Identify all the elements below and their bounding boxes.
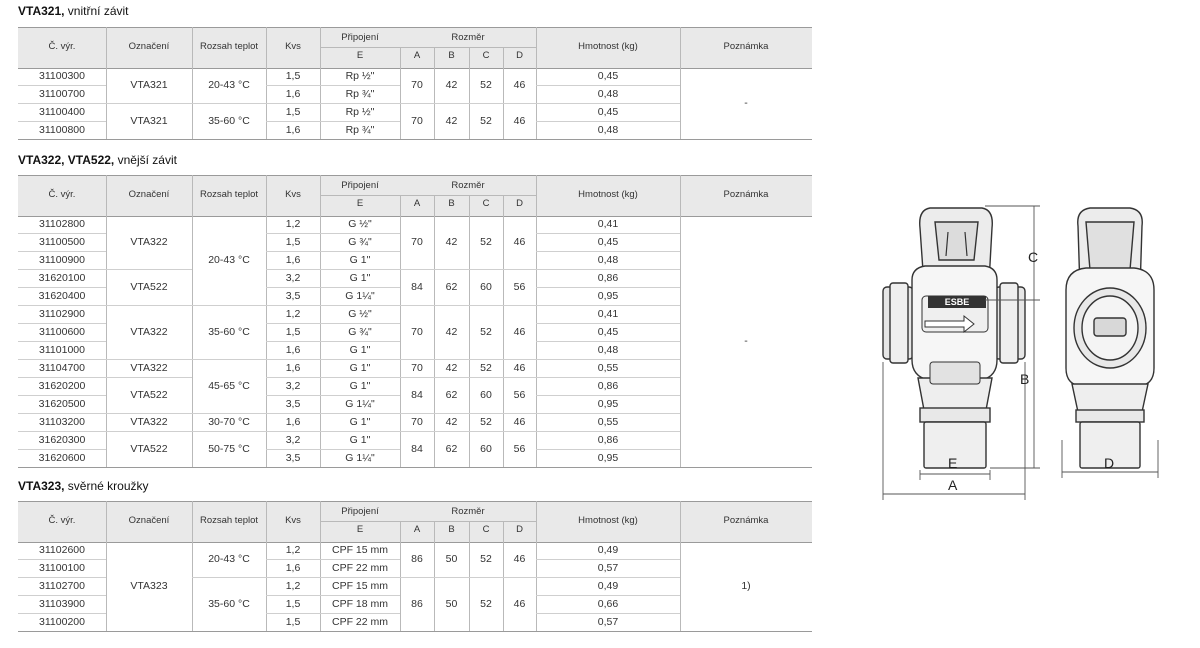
header-pripojeni: Připojení <box>341 32 379 43</box>
dim-a: 86 <box>411 598 423 610</box>
dim-a: 70 <box>411 326 423 338</box>
kvs-value: 3,5 <box>285 398 301 410</box>
kvs-value: 1,6 <box>285 562 301 574</box>
model-name: VTA322 <box>130 236 168 248</box>
model-name: VTA522 <box>130 281 168 293</box>
header-oznaceni: Označení <box>128 41 170 52</box>
header-kvs: Kvs <box>285 41 301 52</box>
dim-label-e: E <box>948 455 958 471</box>
weight: 0,45 <box>597 106 619 118</box>
kvs-value: 1,5 <box>285 236 301 248</box>
connection: CPF 15 mm <box>331 544 388 556</box>
kvs-value: 3,5 <box>285 452 301 464</box>
temp-range: 35-60 °C <box>208 598 250 610</box>
weight: 0,48 <box>597 254 619 266</box>
header-cislo: Č. výr. <box>48 41 76 52</box>
dim-a: 84 <box>411 389 423 401</box>
connection: CPF 22 mm <box>331 616 388 628</box>
header-oznaceni: Označení <box>128 189 170 200</box>
header-c: C <box>482 50 490 61</box>
header-poznamka: Poznámka <box>723 515 769 526</box>
valve-front-view <box>883 208 1025 468</box>
kvs-value: 1,6 <box>285 254 301 266</box>
item-number: 31620200 <box>38 380 86 392</box>
model-name: VTA323 <box>130 580 168 592</box>
weight: 0,86 <box>597 272 619 284</box>
connection: Rp ¾" <box>345 124 375 136</box>
dim-a: 70 <box>411 79 423 91</box>
valve-side-view <box>1066 208 1154 468</box>
temp-range: 20-43 °C <box>208 553 250 565</box>
kvs-value: 1,6 <box>285 88 301 100</box>
dim-d: 46 <box>513 362 526 374</box>
connection: G 1" <box>349 416 371 428</box>
header-pripojeni: Připojení <box>341 506 379 517</box>
weight: 0,57 <box>597 562 619 574</box>
header-c: C <box>482 198 490 209</box>
dim-c: 60 <box>480 389 492 401</box>
item-number: 31103200 <box>39 416 85 428</box>
temp-range: 20-43 °C <box>208 79 250 91</box>
weight: 0,95 <box>597 398 619 410</box>
dim-a: 84 <box>411 281 423 293</box>
connection: G 1" <box>349 434 371 446</box>
dim-c: 52 <box>480 79 492 91</box>
model-name: VTA322 <box>130 362 168 374</box>
dim-d: 46 <box>513 416 526 428</box>
dim-d: 46 <box>513 236 526 248</box>
kvs-value: 1,6 <box>285 124 301 136</box>
dim-d: 56 <box>513 281 526 293</box>
weight: 0,41 <box>597 308 619 320</box>
weight: 0,55 <box>597 362 619 374</box>
dim-b: 62 <box>445 281 458 293</box>
dim-b: 42 <box>445 416 458 428</box>
header-rozsah: Rozsah teplot <box>199 41 259 52</box>
connection: G 1" <box>349 272 371 284</box>
model-name: VTA522 <box>130 443 168 455</box>
model-name: VTA322 <box>130 416 168 428</box>
connection: G 1" <box>349 254 371 266</box>
item-number: 31100300 <box>39 70 85 82</box>
dim-d: 46 <box>513 553 526 565</box>
header-hmotnost: Hmotnost (kg) <box>578 189 638 200</box>
kvs-value: 1,5 <box>285 598 301 610</box>
kvs-value: 3,5 <box>285 290 301 302</box>
section-title-desc: vnější závit <box>114 153 177 167</box>
weight: 0,55 <box>597 416 619 428</box>
item-number: 31102600 <box>39 544 85 556</box>
model-name: VTA522 <box>130 389 168 401</box>
model-name: VTA321 <box>130 79 168 91</box>
temp-range: 50-75 °C <box>208 443 250 455</box>
header-d: D <box>516 524 523 535</box>
connection: CPF 22 mm <box>331 562 388 574</box>
temp-range: 35-60 °C <box>208 115 250 127</box>
dim-a: 70 <box>411 362 423 374</box>
dim-b: 42 <box>445 326 458 338</box>
weight: 0,48 <box>597 344 619 356</box>
kvs-value: 1,6 <box>285 344 301 356</box>
kvs-value: 1,2 <box>285 308 301 320</box>
dim-b: 62 <box>445 389 458 401</box>
note: - <box>744 335 748 347</box>
item-number: 31102700 <box>39 580 85 592</box>
item-number: 31100600 <box>39 326 85 338</box>
note: - <box>744 97 748 109</box>
item-number: 31620500 <box>38 398 86 410</box>
temp-range: 30-70 °C <box>208 416 250 428</box>
connection: G 1¼" <box>345 452 375 464</box>
temp-range: 45-65 °C <box>208 380 250 392</box>
item-number: 31620100 <box>38 272 86 284</box>
kvs-value: 1,2 <box>285 218 301 230</box>
weight: 0,45 <box>597 236 619 248</box>
weight: 0,95 <box>597 290 619 302</box>
connection: G ¾" <box>348 236 372 248</box>
model-name: VTA321 <box>130 115 168 127</box>
item-number: 31100100 <box>39 562 85 574</box>
section-title-model: VTA323, <box>18 479 65 493</box>
header-a: A <box>413 524 421 535</box>
kvs-value: 1,5 <box>285 326 301 338</box>
header-c: C <box>482 524 490 535</box>
kvs-value: 1,2 <box>285 580 301 592</box>
dim-a: 70 <box>411 236 423 248</box>
temp-range: 20-43 °C <box>208 254 250 266</box>
item-number: 31100700 <box>39 88 85 100</box>
dim-d: 56 <box>513 389 526 401</box>
header-hmotnost: Hmotnost (kg) <box>578 515 638 526</box>
connection: Rp ½" <box>345 106 375 118</box>
weight: 0,41 <box>597 218 619 230</box>
item-number: 31100200 <box>39 616 85 628</box>
item-number: 31102800 <box>39 218 85 230</box>
weight: 0,95 <box>597 452 619 464</box>
dim-a: 86 <box>411 553 423 565</box>
connection: CPF 15 mm <box>331 580 388 592</box>
dim-d: 46 <box>513 115 526 127</box>
item-number: 31104700 <box>39 362 85 374</box>
note: 1) <box>741 580 751 592</box>
model-name: VTA322 <box>130 326 168 338</box>
dim-d: 56 <box>513 443 526 455</box>
dim-c: 52 <box>480 416 492 428</box>
section-title-desc: svěrné kroužky <box>64 479 149 493</box>
connection: G 1" <box>349 380 371 392</box>
header-pripojeni: Připojení <box>341 180 379 191</box>
dim-d: 46 <box>513 326 526 338</box>
weight: 0,45 <box>597 70 619 82</box>
connection: G ½" <box>348 308 372 320</box>
connection: G 1" <box>349 362 371 374</box>
connection: Rp ¾" <box>345 88 375 100</box>
kvs-value: 1,5 <box>285 106 301 118</box>
dim-b: 42 <box>445 362 458 374</box>
header-a: A <box>413 50 421 61</box>
kvs-value: 3,2 <box>285 434 301 446</box>
item-number: 31102900 <box>39 308 85 320</box>
section-title-model: VTA322, VTA522, <box>18 153 115 167</box>
weight: 0,66 <box>597 598 619 610</box>
header-rozmer: Rozměr <box>451 506 485 517</box>
dim-b: 50 <box>445 553 458 565</box>
connection: G 1" <box>349 344 371 356</box>
dim-b: 42 <box>445 79 458 91</box>
temp-range: 35-60 °C <box>208 326 250 338</box>
dim-d: 46 <box>513 79 526 91</box>
header-oznaceni: Označení <box>128 515 170 526</box>
weight: 0,86 <box>597 434 619 446</box>
header-rozsah: Rozsah teplot <box>199 515 259 526</box>
kvs-value: 1,5 <box>285 616 301 628</box>
weight: 0,49 <box>597 544 619 556</box>
dim-b: 62 <box>445 443 458 455</box>
weight: 0,57 <box>597 616 619 628</box>
dim-c: 60 <box>480 443 492 455</box>
item-number: 31100500 <box>39 236 85 248</box>
dim-c: 60 <box>480 281 492 293</box>
dim-b: 42 <box>445 115 458 127</box>
header-cislo: Č. výr. <box>48 189 76 200</box>
valve-logo: ESBE <box>944 297 970 307</box>
dim-b: 42 <box>445 236 458 248</box>
header-rozmer: Rozměr <box>451 180 485 191</box>
weight: 0,86 <box>597 380 619 392</box>
connection: CPF 18 mm <box>331 598 388 610</box>
header-d: D <box>516 50 523 61</box>
header-pripojeni_sub: E <box>356 50 364 61</box>
header-d: D <box>516 198 523 209</box>
header-kvs: Kvs <box>285 189 301 200</box>
item-number: 31620400 <box>38 290 86 302</box>
header-a: A <box>413 198 421 209</box>
item-number: 31100900 <box>39 254 85 266</box>
dim-c: 52 <box>480 553 492 565</box>
dim-c: 52 <box>480 362 492 374</box>
weight: 0,49 <box>597 580 619 592</box>
header-pripojeni_sub: E <box>356 198 364 209</box>
dim-label-d: D <box>1104 455 1115 471</box>
item-number: 31103900 <box>39 598 85 610</box>
kvs-value: 3,2 <box>285 380 301 392</box>
dim-c: 52 <box>480 326 492 338</box>
connection: G 1¼" <box>345 398 375 410</box>
section-title-desc: vnitřní závit <box>64 4 129 18</box>
kvs-value: 1,5 <box>285 70 301 82</box>
dim-label-c: C <box>1028 249 1039 265</box>
header-b: B <box>448 50 455 61</box>
header-pripojeni_sub: E <box>356 524 364 535</box>
kvs-value: 1,2 <box>285 544 301 556</box>
connection: G ¾" <box>348 326 372 338</box>
item-number: 31620300 <box>38 434 86 446</box>
kvs-value: 1,6 <box>285 362 301 374</box>
dim-a: 70 <box>411 115 423 127</box>
dim-a: 70 <box>411 416 423 428</box>
dim-b: 50 <box>445 598 458 610</box>
weight: 0,48 <box>597 88 619 100</box>
dim-a: 84 <box>411 443 423 455</box>
dim-label-b: B <box>1020 371 1030 387</box>
connection: Rp ½" <box>345 70 375 82</box>
header-rozmer: Rozměr <box>451 32 485 43</box>
header-poznamka: Poznámka <box>723 189 769 200</box>
dim-d: 46 <box>513 598 526 610</box>
dim-label-a: A <box>948 477 958 493</box>
dim-c: 52 <box>480 236 492 248</box>
connection: G 1¼" <box>345 290 375 302</box>
kvs-value: 3,2 <box>285 272 301 284</box>
item-number: 31100800 <box>39 124 85 136</box>
header-b: B <box>448 524 455 535</box>
item-number: 31100400 <box>39 106 85 118</box>
section-title-model: VTA321, <box>18 4 65 18</box>
dim-c: 52 <box>480 598 492 610</box>
header-cislo: Č. výr. <box>48 515 76 526</box>
header-rozsah: Rozsah teplot <box>199 189 259 200</box>
header-b: B <box>448 198 455 209</box>
dim-c: 52 <box>480 115 492 127</box>
weight: 0,45 <box>597 326 619 338</box>
weight: 0,48 <box>597 124 619 136</box>
header-hmotnost: Hmotnost (kg) <box>578 41 638 52</box>
item-number: 31101000 <box>39 344 85 356</box>
header-kvs: Kvs <box>285 515 301 526</box>
kvs-value: 1,6 <box>285 416 301 428</box>
header-poznamka: Poznámka <box>723 41 769 52</box>
item-number: 31620600 <box>38 452 86 464</box>
connection: G ½" <box>348 218 372 230</box>
